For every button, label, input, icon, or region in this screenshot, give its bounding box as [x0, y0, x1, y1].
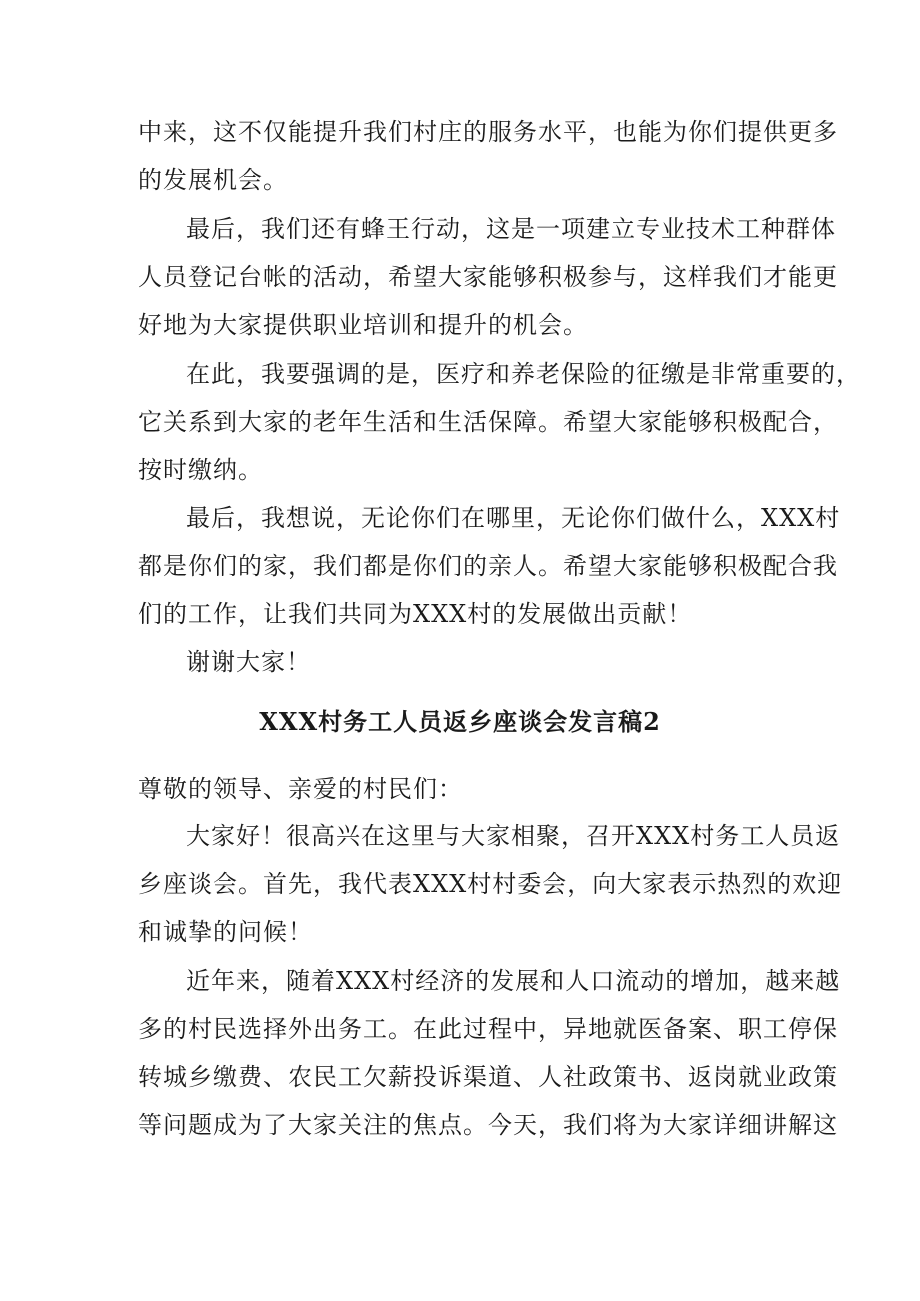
paragraph-4-line-3: 们的工作，让我们共同为XXX村的发展做出贡献！: [138, 600, 693, 628]
paragraph-4-line-1: 最后，我想说，无论你们在哪里，无论你们做什么，XXX村: [186, 504, 841, 532]
paragraph-6-line-3: 和诚挚的问候！: [138, 918, 313, 946]
paragraph-6-line-1: 大家好！很高兴在这里与大家相聚，召开XXX村务工人员返: [186, 822, 841, 850]
paragraph-3-line-2: 它关系到大家的老年生活和生活保障。希望大家能够积极配合，: [138, 408, 838, 436]
paragraph-5-line-1: 谢谢大家！: [186, 648, 311, 676]
paragraph-1-line-1: 中来，这不仅能提升我们村庄的服务水平，也能为你们提供更多: [138, 118, 838, 146]
section-title: XXX村务工人员返乡座谈会发言稿2: [259, 707, 661, 736]
paragraph-2-line-1: 最后，我们还有蜂王行动，这是一项建立专业技术工种群体: [186, 215, 836, 243]
salutation: 尊敬的领导、亲爱的村民们：: [138, 775, 463, 803]
paragraph-7-line-2: 多的村民选择外出务工。在此过程中，异地就医备案、职工停保: [138, 1015, 838, 1043]
paragraph-7-line-4: 等问题成为了大家关注的焦点。今天，我们将为大家详细讲解这: [138, 1111, 838, 1139]
paragraph-6-line-2: 乡座谈会。首先，我代表XXX村村委会，向大家表示热烈的欢迎: [138, 870, 843, 898]
paragraph-4-line-2: 都是你们的家，我们都是你们的亲人。希望大家能够积极配合我: [138, 552, 838, 580]
paragraph-3-line-3: 按时缴纳。: [138, 456, 263, 484]
paragraph-7-line-1: 近年来，随着XXX村经济的发展和人口流动的增加，越来越: [186, 967, 841, 995]
paragraph-2-line-3: 好地为大家提供职业培训和提升的机会。: [138, 311, 588, 339]
paragraph-7-line-3: 转城乡缴费、农民工欠薪投诉渠道、人社政策书、返岗就业政策: [138, 1063, 838, 1091]
paragraph-2-line-2: 人员登记台帐的活动，希望大家能够积极参与，这样我们才能更: [138, 263, 838, 291]
paragraph-3-line-1: 在此，我要强调的是，医疗和养老保险的征缴是非常重要的，: [186, 360, 861, 388]
paragraph-1-line-2: 的发展机会。: [138, 166, 288, 194]
